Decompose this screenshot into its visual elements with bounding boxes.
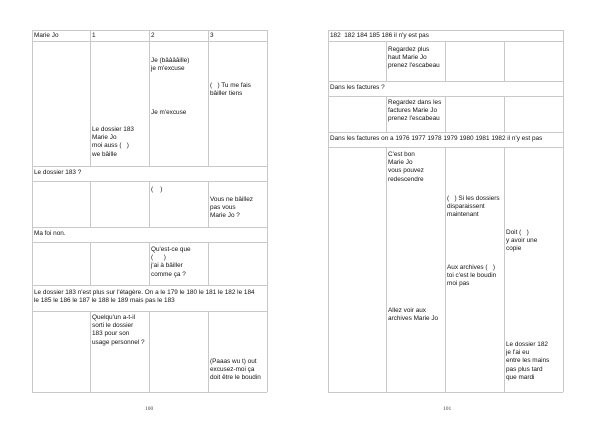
cell-doit-y-avoir: Doit ( ) y avoir une copie bbox=[506, 229, 538, 253]
cell-allez-voir-archives: Allez voir aux archives Marie Jo bbox=[388, 307, 439, 323]
cell-c-est-bon: C'est bon Marie Jo vous pouvez redescendre bbox=[388, 151, 424, 183]
cell-si-les-dossiers: ( ) Si les dossiers disparaissent maintenant bbox=[447, 195, 500, 219]
row-le-dossier-183: Le dossier 183 ? bbox=[34, 169, 82, 176]
top-line-182-186: 182 182 184 185 186 il n'y est pas bbox=[330, 32, 429, 39]
cell-quelqu-un: Quelqu'un a-t-il sorti le dossier 183 pour son usage personnel ? bbox=[92, 314, 145, 346]
right-page bbox=[298, 0, 596, 426]
column-header-3: 3 bbox=[210, 32, 214, 39]
page-number: 100 bbox=[145, 406, 154, 412]
column-header-2: 2 bbox=[151, 32, 155, 39]
cell-je-baille: Je (bââââille) je m'excuse bbox=[151, 57, 190, 73]
row-factures-annees: Dans les factures on a 1976 1977 1978 1979 1980 1981 1982 il n'y est pas bbox=[330, 135, 543, 142]
row-dossier-etagere: Le dossier 183 n'est plus sur l'étagère. On a le 179 le 180 le 181 le 182 le 184 le 185 le 186 le 187 le 188 le 189 mais pas le 183 bbox=[34, 289, 255, 305]
cell-le-dossier-182: Le dossier 182 je l'ai eu entre les mains pas plus tard que mardi bbox=[506, 341, 550, 381]
row-ma-foi-non: Ma foi non. bbox=[34, 230, 66, 237]
page-number: 101 bbox=[443, 406, 452, 412]
cell-paaas-wu-out: (Paaas wu t) out excusez-moi ça doit être le boudin bbox=[210, 358, 261, 382]
cell-parenthesis: ( ) bbox=[151, 186, 163, 193]
cell-tu-me-fais-bailler: ( ) Tu me fais bâiller tiens bbox=[210, 82, 251, 98]
cell-vous-ne-baillez-pas: Vous ne bâillez pas vous Marie Jo ? bbox=[210, 196, 253, 220]
cell-regardez-dans-les-factures: Regardez dans les factures Marie Jo prenez l'escabeau bbox=[388, 99, 442, 123]
cell-regardez-plus-haut: Regardez plus haut Marie Jo prenez l'escabeau bbox=[388, 46, 440, 70]
cell-le-dossier-183-marie-jo: Le dossier 183 Marie Jo moi auss ( ) we bâille bbox=[92, 126, 134, 158]
cell-aux-archives: Aux archives ( ) toi c'est le boudin moi pas bbox=[447, 264, 497, 288]
column-header-1: 1 bbox=[92, 32, 96, 39]
column-header-marie-jo: Marie Jo bbox=[34, 32, 59, 39]
cell-qu-est-ce-que: Qu'est-ce que ( ) j'ai à bâiller comme ça ? bbox=[151, 246, 191, 278]
cell-je-m-excuse: Je m'excuse bbox=[151, 109, 187, 116]
row-dans-les-factures: Dans les factures ? bbox=[330, 84, 385, 91]
